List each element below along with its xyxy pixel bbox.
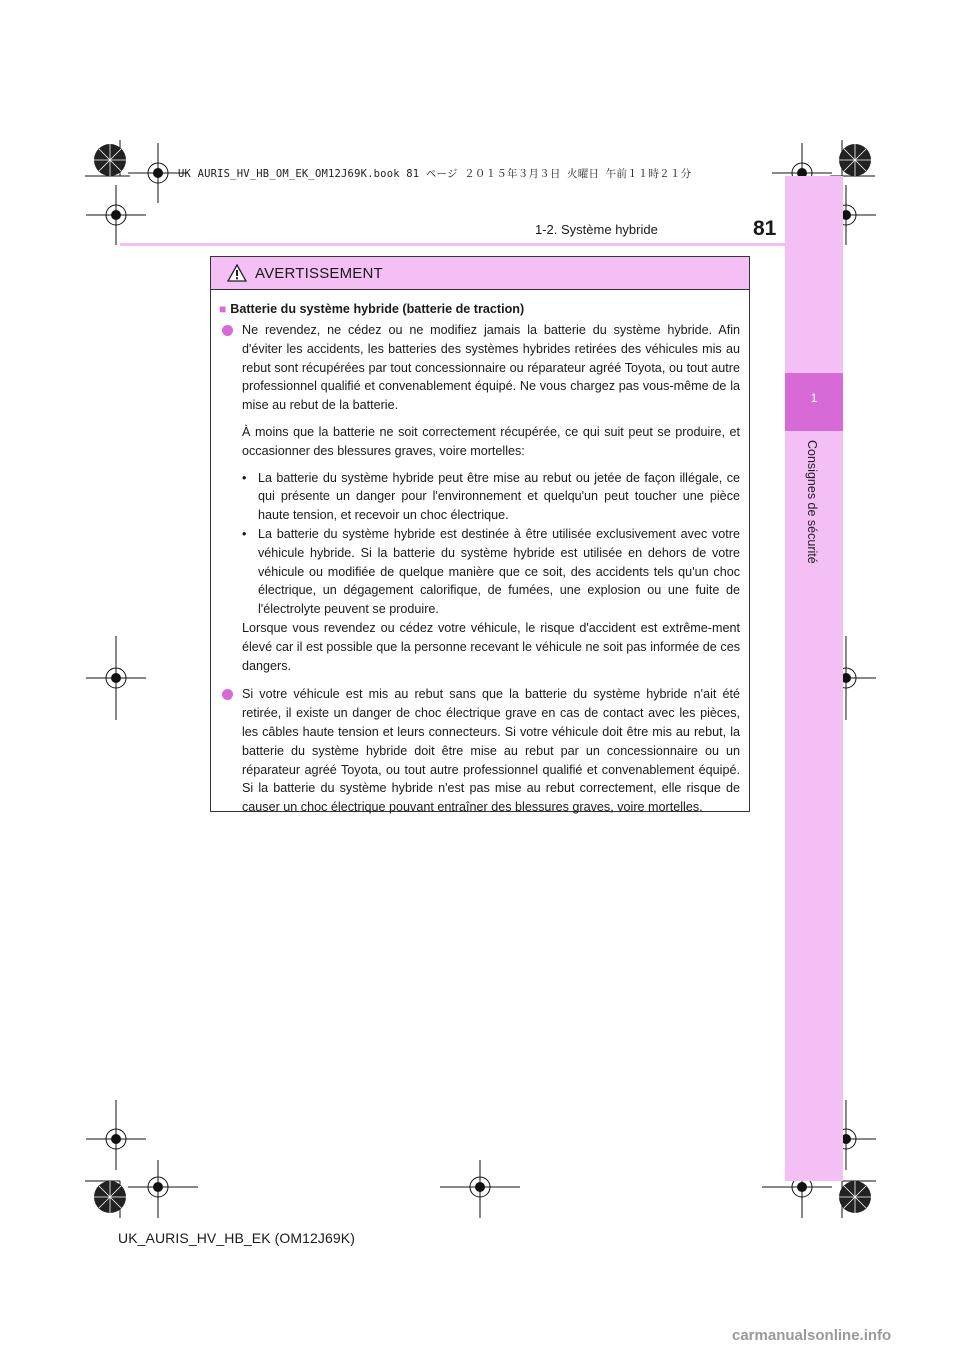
list-item: • La batterie du système hybride peut être mise au rebut ou jetée de façon illégale, ce qui présente un danger pour l'environnement et quelqu'un peut toucher une pièce haute tension, et recevoir un choc électrique. — [242, 469, 740, 525]
warning-heading-text: Batterie du système hybride (batterie de traction) — [230, 302, 525, 316]
paragraph: Si votre véhicule est mis au rebut sans que la batterie du système hybride n'ait été retirée, il existe un danger de choc électrique grave en cas de contact avec les pièces, les câbles haute tension et leurs connecteurs. Si votre véhicule doit être mis au rebut, la batterie du système hybride doit être mise au rebut par un concessionnaire ou un réparateur agréé Toyota, ou tout autre professionnel qualifié et convenablement équipé. Si la batterie du système hybride n'est pas mise au rebut correctement, elle risque de causer un choc électrique pouvant entraîner des blessures graves, voire mortelles. — [242, 687, 740, 815]
list-item-text: La batterie du système hybride est destinée à être utilisée exclusivement avec votre véhicule hybride. Si la batterie du système hybride est utilisée en dehors de votre véhicule ou modifiée de quelque manière que ce soit, des accidents tels qu'un choc électrique, un dégagement calorifique, de fumées, une explosion ou une fuite de l'électrolyte peuvent se produire. — [258, 526, 740, 617]
footer-model-code: UK_AURIS_HV_HB_EK (OM12J69K) — [118, 1230, 355, 1246]
dot-bullet-icon — [222, 325, 233, 336]
paragraph: Lorsque vous revendez ou cédez votre véhicule, le risque d'accident est extrême-ment élevé car il est possible que la personne recevant le véhicule ne soit pas informée de ces dangers. — [242, 620, 740, 673]
warning-title: AVERTISSEMENT — [255, 264, 383, 282]
paragraph: À moins que la batterie ne soit correctement récupérée, ce qui suit peut se produire, et occasionner des blessures graves, voire mortelles: — [242, 424, 740, 458]
section-title: 1-2. Système hybride — [535, 222, 658, 237]
square-bullet-icon: ■ — [219, 302, 227, 316]
watermark: carmanualsonline.info — [732, 1327, 892, 1344]
warning-box — [210, 256, 750, 815]
book-file-info: UK AURIS_HV_HB_OM_EK_OM12J69K.book 81 ページ ２０１５年３月３日 火曜日 午前１１時２１分 — [178, 168, 692, 180]
header-rule — [120, 243, 785, 246]
warning-triangle-icon — [227, 264, 247, 282]
bullet-item — [219, 321, 740, 683]
warning-body — [211, 290, 749, 825]
list-item-text: La batterie du système hybride peut être mise au rebut ou jetée de façon illégale, ce qui présente un danger pour l'environnement et quelqu'un peut toucher une pièce haute tension, et recevoir un choc électrique. — [258, 470, 740, 523]
bullet-item — [219, 685, 740, 825]
page-number: 81 — [753, 217, 777, 240]
chapter-label: Consignes de sécurité — [805, 440, 819, 564]
chapter-number: 1 — [785, 373, 843, 431]
paragraph: Ne revendez, ne cédez ou ne modifiez jamais la batterie du système hybride. Afin d'éviter les accidents, les batteries des systèmes hybrides retirées des véhicules mis au rebut sont récupérées par tout concessionnaire ou réparateur agréé Toyota, ou tout autre professionnel qualifié et convenablement équipé. Ne vous chargez pas vous-même de la mise au rebut de la batterie. — [242, 323, 740, 413]
warning-header — [211, 257, 749, 290]
warning-heading — [219, 300, 740, 319]
dot-bullet-icon — [222, 689, 233, 700]
side-tab — [785, 176, 843, 1181]
list-item: • La batterie du système hybride est destinée à être utilisée exclusivement avec votre véhicule hybride. Si la batterie du système hybride est utilisée en dehors de votre véhicule ou modifiée de quelque manière que ce soit, des accidents tels qu'un choc électrique, un dégagement calorifique, de fumées, une explosion ou une fuite de l'électrolyte peuvent se produire. — [242, 525, 740, 619]
